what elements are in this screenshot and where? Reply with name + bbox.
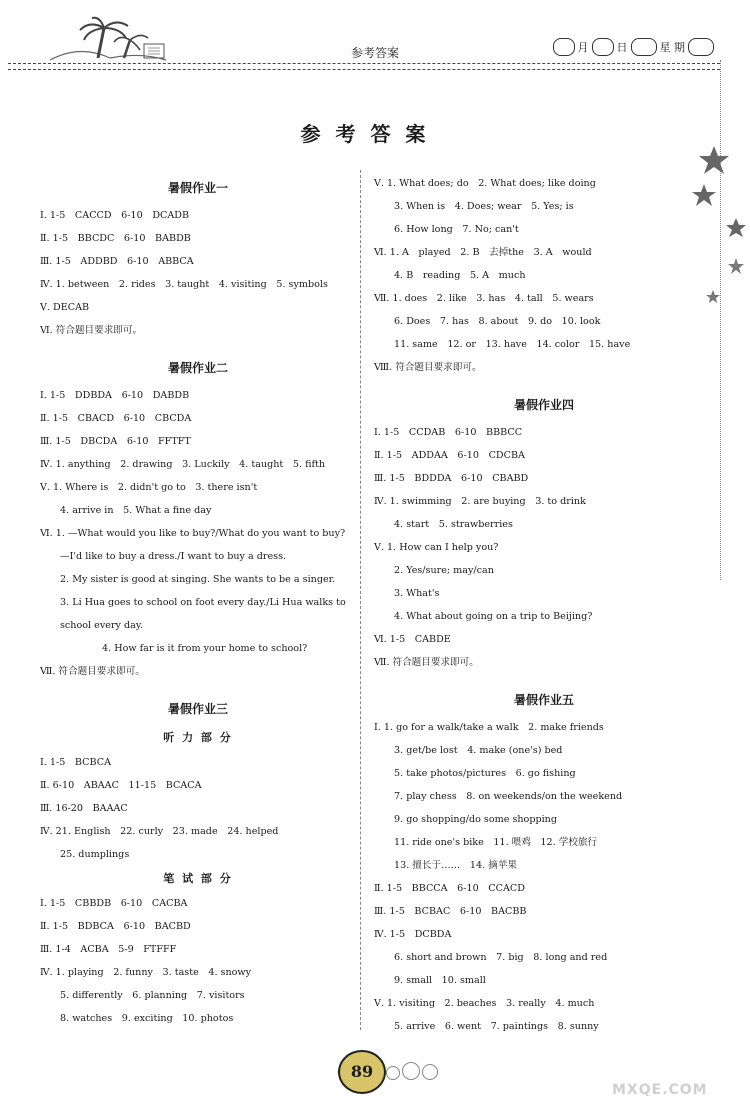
answer-line: Ⅱ. 1-5 BBCDC 6-10 BABDB — [40, 233, 191, 244]
answer-line: 2. My sister is good at singing. She wants to be a singer. — [60, 574, 336, 585]
answer-line: 9. small 10. small — [394, 975, 486, 986]
answer-line: Ⅵ. 1. A played 2. B 去掉the 3. A would — [374, 247, 592, 258]
subsection-title: 听 力 部 分 — [163, 731, 233, 744]
answer-line: Ⅲ. 16-20 BAAAC — [40, 803, 128, 814]
answer-line: 4. start 5. strawberries — [394, 519, 513, 530]
answer-line: 6. Does 7. has 8. about 9. do 10. look — [394, 316, 601, 327]
answer-line: Ⅰ. 1-5 CACCD 6-10 DCADB — [40, 210, 190, 221]
answer-line: 7. play chess 8. on weekends/on the weekend — [394, 791, 623, 802]
answer-line: Ⅶ. 符合题目要求即可。 — [374, 657, 479, 668]
answer-line: Ⅴ. 1. What does; do 2. What does; like doing — [374, 178, 596, 189]
answer-line: 25. dumplings — [60, 849, 130, 860]
answer-line: Ⅱ. 1-5 BBCCA 6-10 CCACD — [374, 883, 525, 894]
answer-line: 4. arrive in 5. What a fine day — [60, 505, 212, 516]
left-column — [40, 172, 356, 1030]
answer-line: 3. What's — [394, 588, 440, 599]
week-label: 星 期 — [659, 41, 685, 54]
answer-line: 2. Yes/sure; may/can — [394, 565, 494, 576]
answer-line: Ⅰ. 1-5 DDBDA 6-10 DABDB — [40, 390, 190, 401]
header-title: 参考答案 — [350, 46, 399, 60]
page-title: 参 考 答 案 — [300, 122, 430, 146]
answer-line: Ⅳ. 1. anything 2. drawing 3. Luckily 4. taught 5. fifth — [40, 459, 326, 470]
answer-line: 5. take photos/pictures 6. go fishing — [394, 768, 576, 779]
answer-line: Ⅰ. 1-5 BCBCA — [40, 757, 111, 768]
watermark: MXQE.COM — [612, 1082, 708, 1098]
answer-line: Ⅴ. 1. visiting 2. beaches 3. really 4. much — [374, 998, 595, 1009]
answer-line: Ⅰ. 1-5 CCDAB 6-10 BBBCC — [374, 427, 523, 438]
answer-line: Ⅱ. 1-5 ADDAA 6-10 CDCBA — [374, 450, 525, 461]
date-blank — [592, 38, 614, 56]
header-divider — [8, 63, 720, 64]
date-blank — [553, 38, 575, 56]
answer-line: 3. When is 4. Does; wear 5. Yes; is — [394, 201, 574, 212]
month-label: 月 — [577, 41, 589, 54]
answer-line: Ⅶ. 1. does 2. like 3. has 4. tall 5. wears — [374, 293, 594, 304]
answer-line: 3. get/be lost 4. make (one's) bed — [394, 745, 563, 756]
answer-line: Ⅳ. 1. swimming 2. are buying 3. to drink — [374, 496, 586, 507]
answer-line: Ⅴ. 1. Where is 2. didn't go to 3. there isn't — [40, 482, 258, 493]
answer-line: Ⅱ. 1-5 CBACD 6-10 CBCDA — [40, 413, 192, 424]
answer-line: 3. Li Hua goes to school on foot every day./Li Hua walks to — [60, 597, 346, 608]
answer-line: Ⅵ. 符合题目要求即可。 — [40, 325, 143, 336]
decor-dot — [386, 1066, 400, 1080]
answer-line: 6. short and brown 7. big 8. long and red — [394, 952, 608, 963]
header-divider — [8, 69, 720, 70]
answer-line: 11. same 12. or 13. have 14. color 15. have — [394, 339, 631, 350]
answer-line: Ⅷ. 符合题目要求即可。 — [374, 362, 482, 373]
date-blank — [688, 38, 714, 56]
answer-line: 9. go shopping/do some shopping — [394, 814, 557, 825]
answer-line: Ⅲ. 1-5 BCBAC 6-10 BACBB — [374, 906, 527, 917]
answer-line: 13. 擅长于…… 14. 摘苹果 — [394, 860, 517, 871]
answer-line: Ⅰ. 1. go for a walk/take a walk 2. make friends — [374, 722, 604, 733]
right-column — [374, 172, 714, 1038]
answer-line: Ⅲ. 1-5 ADDBD 6-10 ABBCA — [40, 256, 194, 267]
answer-line: 6. How long 7. No; can't — [394, 224, 519, 235]
answer-line: —I'd like to buy a dress./I want to buy a dress. — [60, 551, 287, 562]
answer-line: Ⅵ. 1. —What would you like to buy?/What do you want to buy? — [40, 528, 346, 539]
answer-line: 8. watches 9. exciting 10. photos — [60, 1013, 234, 1024]
section-title: 暑假作业三 — [167, 702, 228, 716]
section-title: 暑假作业四 — [513, 398, 574, 412]
decor-dot — [422, 1064, 438, 1080]
section-title: 暑假作业二 — [167, 361, 228, 375]
answer-line: Ⅳ. 1. playing 2. funny 3. taste 4. snowy — [40, 967, 252, 978]
day-label: 日 — [616, 41, 628, 54]
section-title: 暑假作业五 — [513, 693, 574, 707]
page-number: 89 — [338, 1050, 386, 1094]
answer-line: Ⅰ. 1-5 CBBDB 6-10 CACBA — [40, 898, 188, 909]
answer-line: Ⅱ. 1-5 BDBCA 6-10 BACBD — [40, 921, 191, 932]
answer-line: Ⅴ. 1. How can I help you? — [374, 542, 499, 553]
section-title: 暑假作业一 — [167, 181, 228, 195]
answer-line: Ⅳ. 1. between 2. rides 3. taught 4. visiting 5. symbols — [40, 279, 328, 290]
subsection-title: 笔 试 部 分 — [163, 872, 233, 885]
column-divider — [360, 170, 361, 1030]
answer-line: Ⅲ. 1-4 ACBA 5-9 FTFFF — [40, 944, 177, 955]
answer-line: 4. How far is it from your home to school? — [102, 643, 308, 654]
answer-line: Ⅵ. 1-5 CABDE — [374, 634, 451, 645]
decor-dot — [402, 1062, 420, 1080]
answer-line: 4. B reading 5. A much — [394, 270, 526, 281]
answer-line: 5. arrive 6. went 7. paintings 8. sunny — [394, 1021, 599, 1032]
answer-line: 4. What about going on a trip to Beijing? — [394, 611, 593, 622]
date-blank — [631, 38, 657, 56]
answer-line: Ⅲ. 1-5 BDDDA 6-10 CBABD — [374, 473, 529, 484]
answer-line: Ⅳ. 1-5 DCBDA — [374, 929, 452, 940]
answer-line: 5. differently 6. planning 7. visitors — [60, 990, 245, 1001]
answer-line: Ⅲ. 1-5 DBCDA 6-10 FFTFT — [40, 436, 191, 447]
date-box — [553, 38, 715, 56]
answer-line: school every day. — [60, 620, 144, 631]
answer-line: Ⅱ. 6-10 ABAAC 11-15 BCACA — [40, 780, 202, 791]
answer-line: Ⅶ. 符合题目要求即可。 — [40, 666, 145, 677]
answer-line: Ⅳ. 21. English 22. curly 23. made 24. helped — [40, 826, 279, 837]
answer-line: Ⅴ. DECAB — [40, 302, 90, 313]
answer-line: 11. ride one's bike 11. 喂鸡 12. 学校旅行 — [394, 837, 598, 848]
